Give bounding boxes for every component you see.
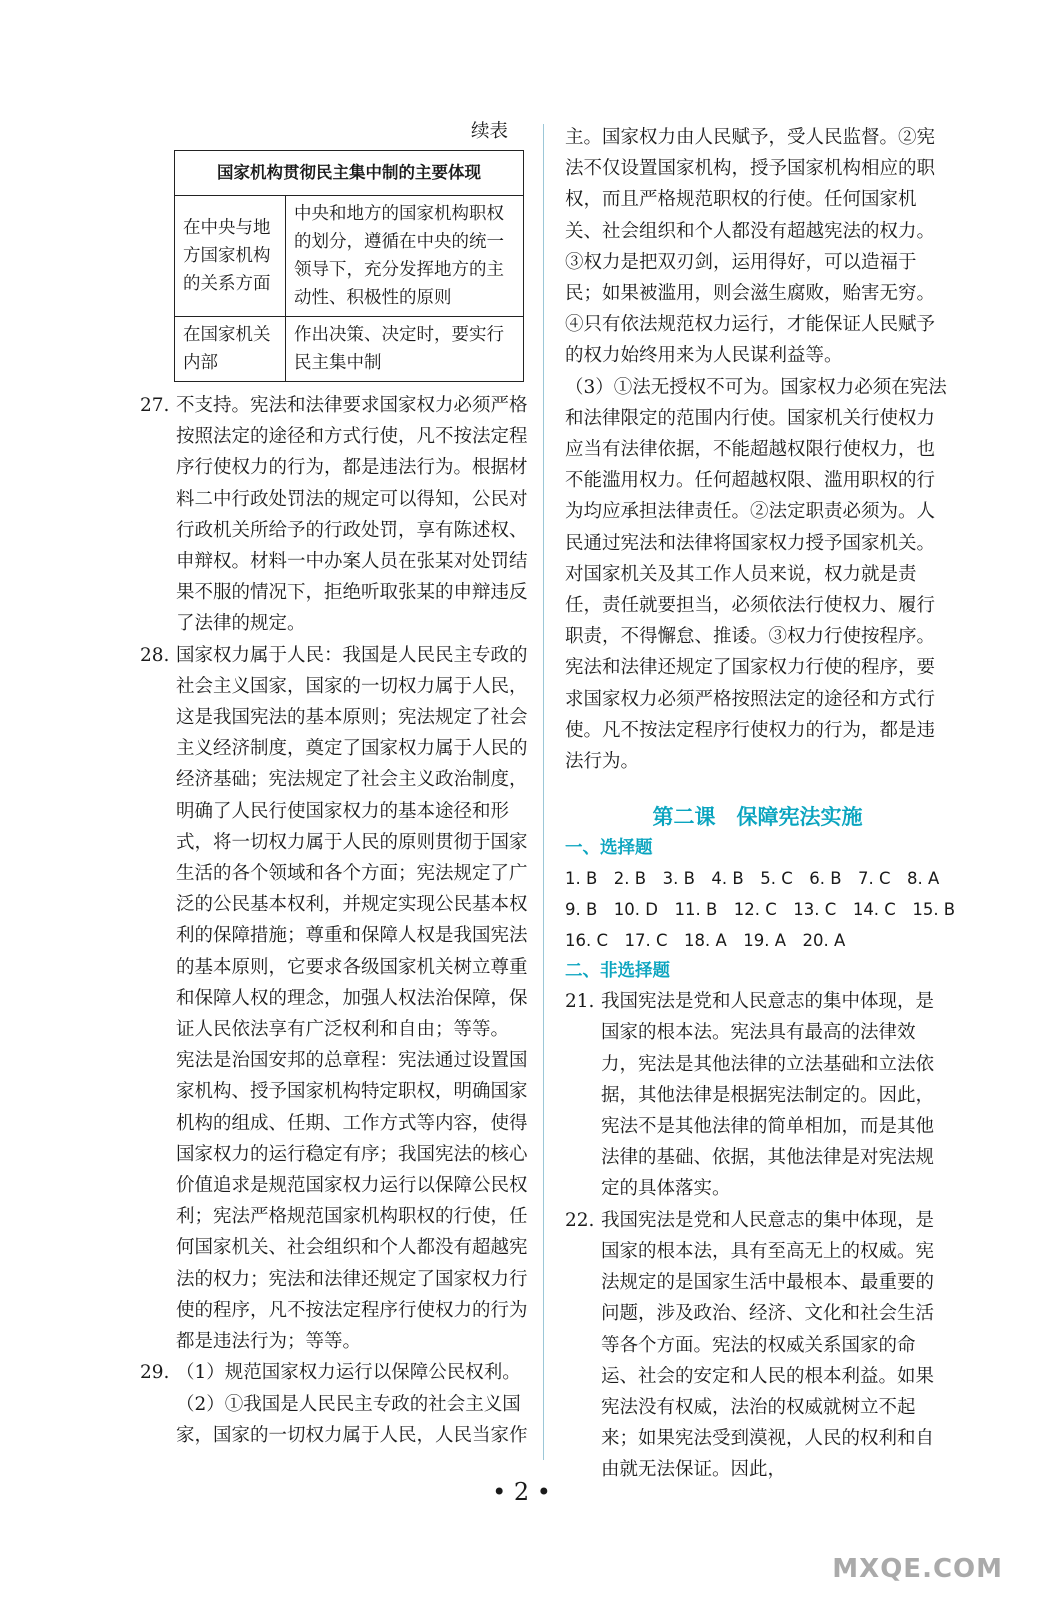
- continued-label: 续表: [470, 121, 508, 142]
- question-number: 27.: [140, 395, 170, 416]
- answer-text: 我国宪法是党和人民意志的集中体现，是国家的根本法，具有至高无上的权威。宪法规定的是国家生活中最根本、最重要的问题，涉及政治、经济、文化和社会生活等各个方面。宪法的权威关系国家的命运、社会的安定和人民的根本利益。如果宪法没有权威，法治的权威就树立不起来；如果宪法受到漠视，人民的权利和自由就无法保证。因此，: [601, 1209, 935, 1481]
- centralism-table: [174, 150, 524, 382]
- right-column: [565, 122, 956, 1486]
- answer-21: [565, 986, 950, 1204]
- answer-29-continued: 主。国家权力由人民赋予，受人民监督。②宪法不仅设置国家机构，授予国家机构相应的职权，而且严格规范职权的行使。任何国家机关、社会组织和个人都没有超越宪法的权力。③权力是把双刃剑，运用得好，可以造福于民；如果被滥用，则会滋生腐败，贻害无穷。④只有依法规范权力运行，才能保证人民赋予的权力始终用来为人民谋利益等。: [565, 127, 936, 367]
- table-header: 国家机构贯彻民主集中制的主要体现: [175, 151, 524, 196]
- watermark-logo: MXQE.COM: [832, 1554, 1003, 1584]
- answer-key-line: 9. B 10. D 11. B 12. C 13. C 14. C 15. B: [565, 900, 956, 920]
- column-divider: [543, 124, 544, 1460]
- answer-text: 我国宪法是党和人民意志的集中体现，是国家的根本法。宪法具有最高的法律效力，宪法是其他法律的立法基础和立法依据，其他法律是根据宪法制定的。因此，宪法不是其他法律的简单相加，而是其他法律的基础、依据，其他法律是对宪法规定的具体落实。: [601, 991, 935, 1200]
- answer-29: [140, 1357, 528, 1388]
- answer-29-part-2: （2）①我国是人民民主专政的社会主义国家，国家的一切权力属于人民，人民当家作: [176, 1393, 528, 1446]
- answer-27: [140, 390, 528, 640]
- table-header-row: [175, 151, 524, 196]
- answer-22: [565, 1205, 950, 1486]
- table-cell-aspect: 在中央与地方国家机构的关系方面: [175, 196, 286, 317]
- page-number: • 2 •: [492, 1478, 551, 1506]
- answer-28: [140, 640, 528, 1046]
- answer-text: 国家权力属于人民：我国是人民民主专政的社会主义国家，国家的一切权力属于人民，这是我国宪法的基本原则；宪法规定了社会主义经济制度，奠定了国家权力属于人民的经济基础；宪法规定了社会主义政治制度，明确了人民行使国家权力的基本途径和形式，将一切权力属于人民的原则贯彻于国家生活的各个领域和各个方面；宪法规定了广泛的公民基本权利，并规定实现公民基本权利的保障措施；尊重和保障人权是我国宪法的基本原则，它要求各级国家机关树立尊重和保障人权的理念，加强人权法治保障，保证人民依法享有广泛权利和自由；等等。: [176, 644, 528, 1041]
- answer-text: 不支持。宪法和法律要求国家权力必须严格按照法定的途径和方式行使，凡不按法定程序行使权力的行为，都是违法行为。根据材料二中行政处罚法的规定可以得知，公民对行政机关所给予的行政处罚，享有陈述权、申辩权。材料一中办案人员在张某对处罚结果不服的情况下，拒绝听取张某的申辩违反了法律的规定。: [176, 395, 528, 635]
- table-row: [175, 196, 524, 317]
- question-number: 28.: [140, 644, 170, 666]
- answer-key-line: 16. C 17. C 18. A 19. A 20. A: [565, 931, 846, 951]
- table-row: [175, 317, 524, 382]
- lesson-title: 第二课 保障宪法实施: [652, 805, 863, 830]
- answer-28-paragraph-2: 宪法是治国安邦的总章程：宪法通过设置国家机构、授予国家机构特定职权，明确国家机构的组成、任期、工作方式等内容，使得国家权力的运行稳定有序；我国宪法的核心价值追求是规范国家权力运行以保障公民权利；宪法严格规范国家机构职权的行使，任何国家机关、社会组织和个人都没有超越宪法的权力；宪法和法律还规定了国家权力行使的程序，凡不按法定程序行使权力的行为都是违法行为；等等。: [176, 1050, 528, 1353]
- question-number: 22.: [565, 1209, 595, 1231]
- answer-29-part-3: （3）①法无授权不可为。国家权力必须在宪法和法律限定的范围内行使。国家机关行使权力应当有法律依据，不能超越权限行使权力，也不能滥用权力。任何超越权限、滥用职权的行为均应承担法律责任。②法定职责必须为。人民通过宪法和法律将国家权力授予国家机关。对国家机关及其工作人员来说，权力就是责任，责任就要担当，必须依法行使权力、履行职责，不得懈怠、推诿。③权力行使按程序。宪法和法律还规定了国家权力行使的程序，要求国家权力必须严格按照法定的途径和方式行使。凡不按法定程序行使权力的行为，都是违法行为。: [565, 376, 947, 773]
- question-number: 29.: [140, 1362, 170, 1384]
- question-number: 21.: [565, 991, 595, 1013]
- answer-key-line: 1. B 2. B 3. B 4. B 5. C 6. B 7. C 8. A: [565, 869, 940, 889]
- table-cell-content: 中央和地方的国家机构职权的划分，遵循在中央的统一领导下，充分发挥地方的主动性、积极性的原则: [286, 196, 524, 317]
- table-cell-aspect: 在国家机关内部: [175, 317, 286, 382]
- left-column: [140, 118, 528, 1451]
- section-heading-choice: 一、选择题: [565, 838, 653, 859]
- answer-29-part-1: （1）规范国家权力运行以保障公民权利。: [176, 1362, 521, 1384]
- table-cell-content: 作出决策、决定时，要实行民主集中制: [286, 317, 524, 382]
- section-heading-non-choice: 二、非选择题: [565, 961, 670, 982]
